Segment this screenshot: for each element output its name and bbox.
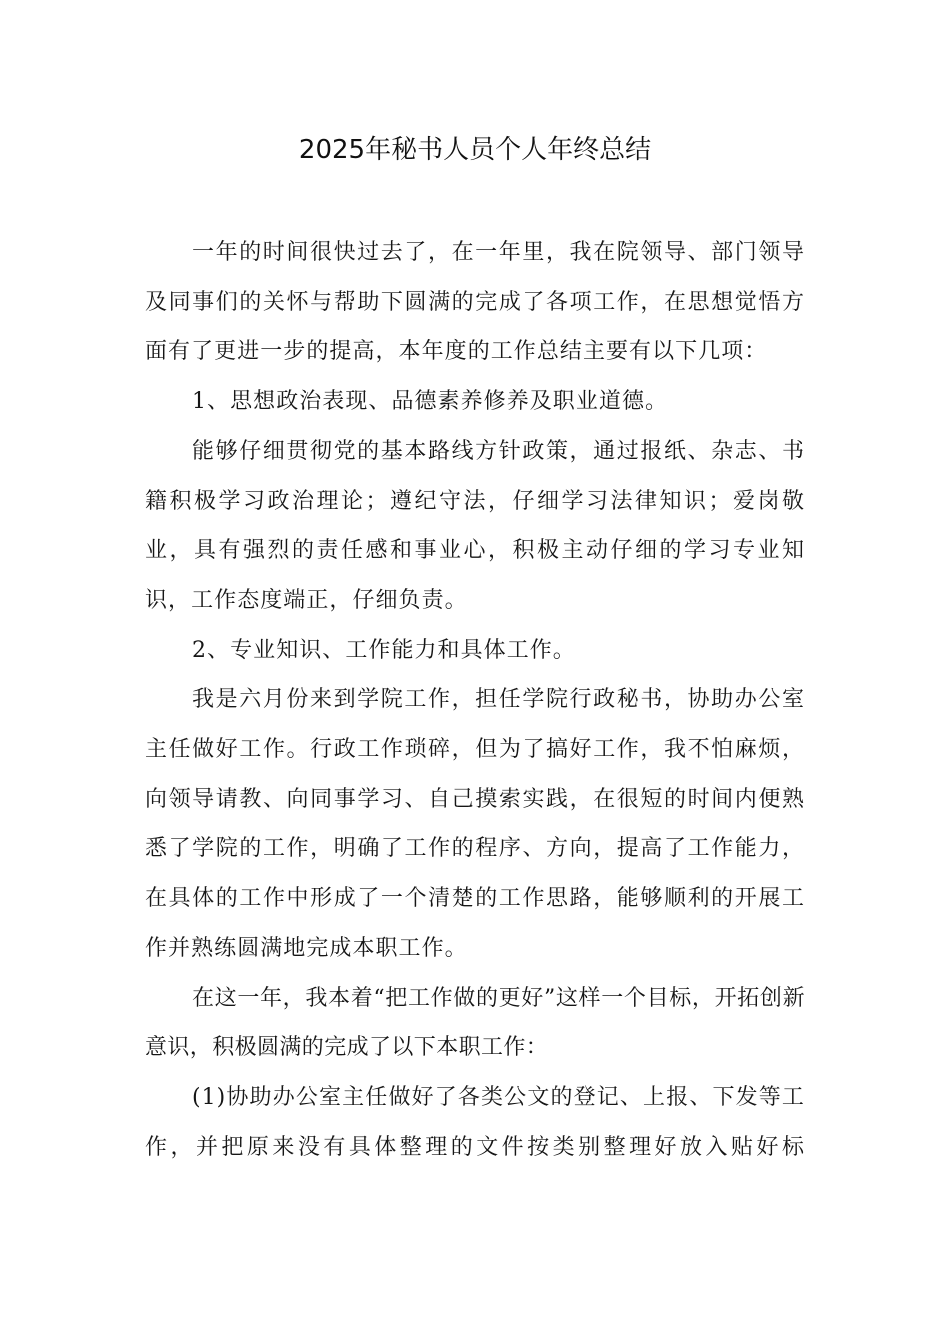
paragraph-work: 我是六月份来到学院工作，担任学院行政秘书，协助办公室主任做好工作。行政工作琐碎，但为了搞好工作，我不怕麻烦，向领导请教、向同事学习、自己摸索实践，在很短的时间内便熟悉了学院的工作，明确了工作的程序、方向，提高了工作能力，在具体的工作中形成了一个清楚的工作思路，能够顺利的开展工作并熟练圆满地完成本职工作。 [145,687,805,961]
section-heading-1: 1、思想政治表现、品德素养修养及职业道德。 [192,389,669,415]
paragraph-intro: 一年的时间很快过去了，在一年里，我在院领导、部门领导及同事们的关怀与帮助下圆满的完成了各项工作，在思想觉悟方面有了更进一步的提高，本年度的工作总结主要有以下几项： [145,240,805,365]
section-heading-2: 2、专业知识、工作能力和具体工作。 [192,637,576,663]
document-title: 2025年秘书人员个人年终总结 [298,135,652,165]
paragraph-goal: 在这一年，我本着“把工作做的更好”这样一个目标，开拓创新意识，积极圆满的完成了以下本职工作： [145,985,805,1061]
list-item-1: (1)协助办公室主任做好了各类公文的登记、上报、下发等工作，并把原来没有具体整理的文件按类别整理好放入贴好标 [145,1084,805,1160]
paragraph-political: 能够仔细贯彻党的基本路线方针政策，通过报纸、杂志、书籍积极学习政治理论；遵纪守法，仔细学习法律知识；爱岗敬业，具有强烈的责任感和事业心，积极主动仔细的学习专业知识，工作态度端正，仔细负责。 [145,438,805,613]
document-body [145,228,805,1172]
